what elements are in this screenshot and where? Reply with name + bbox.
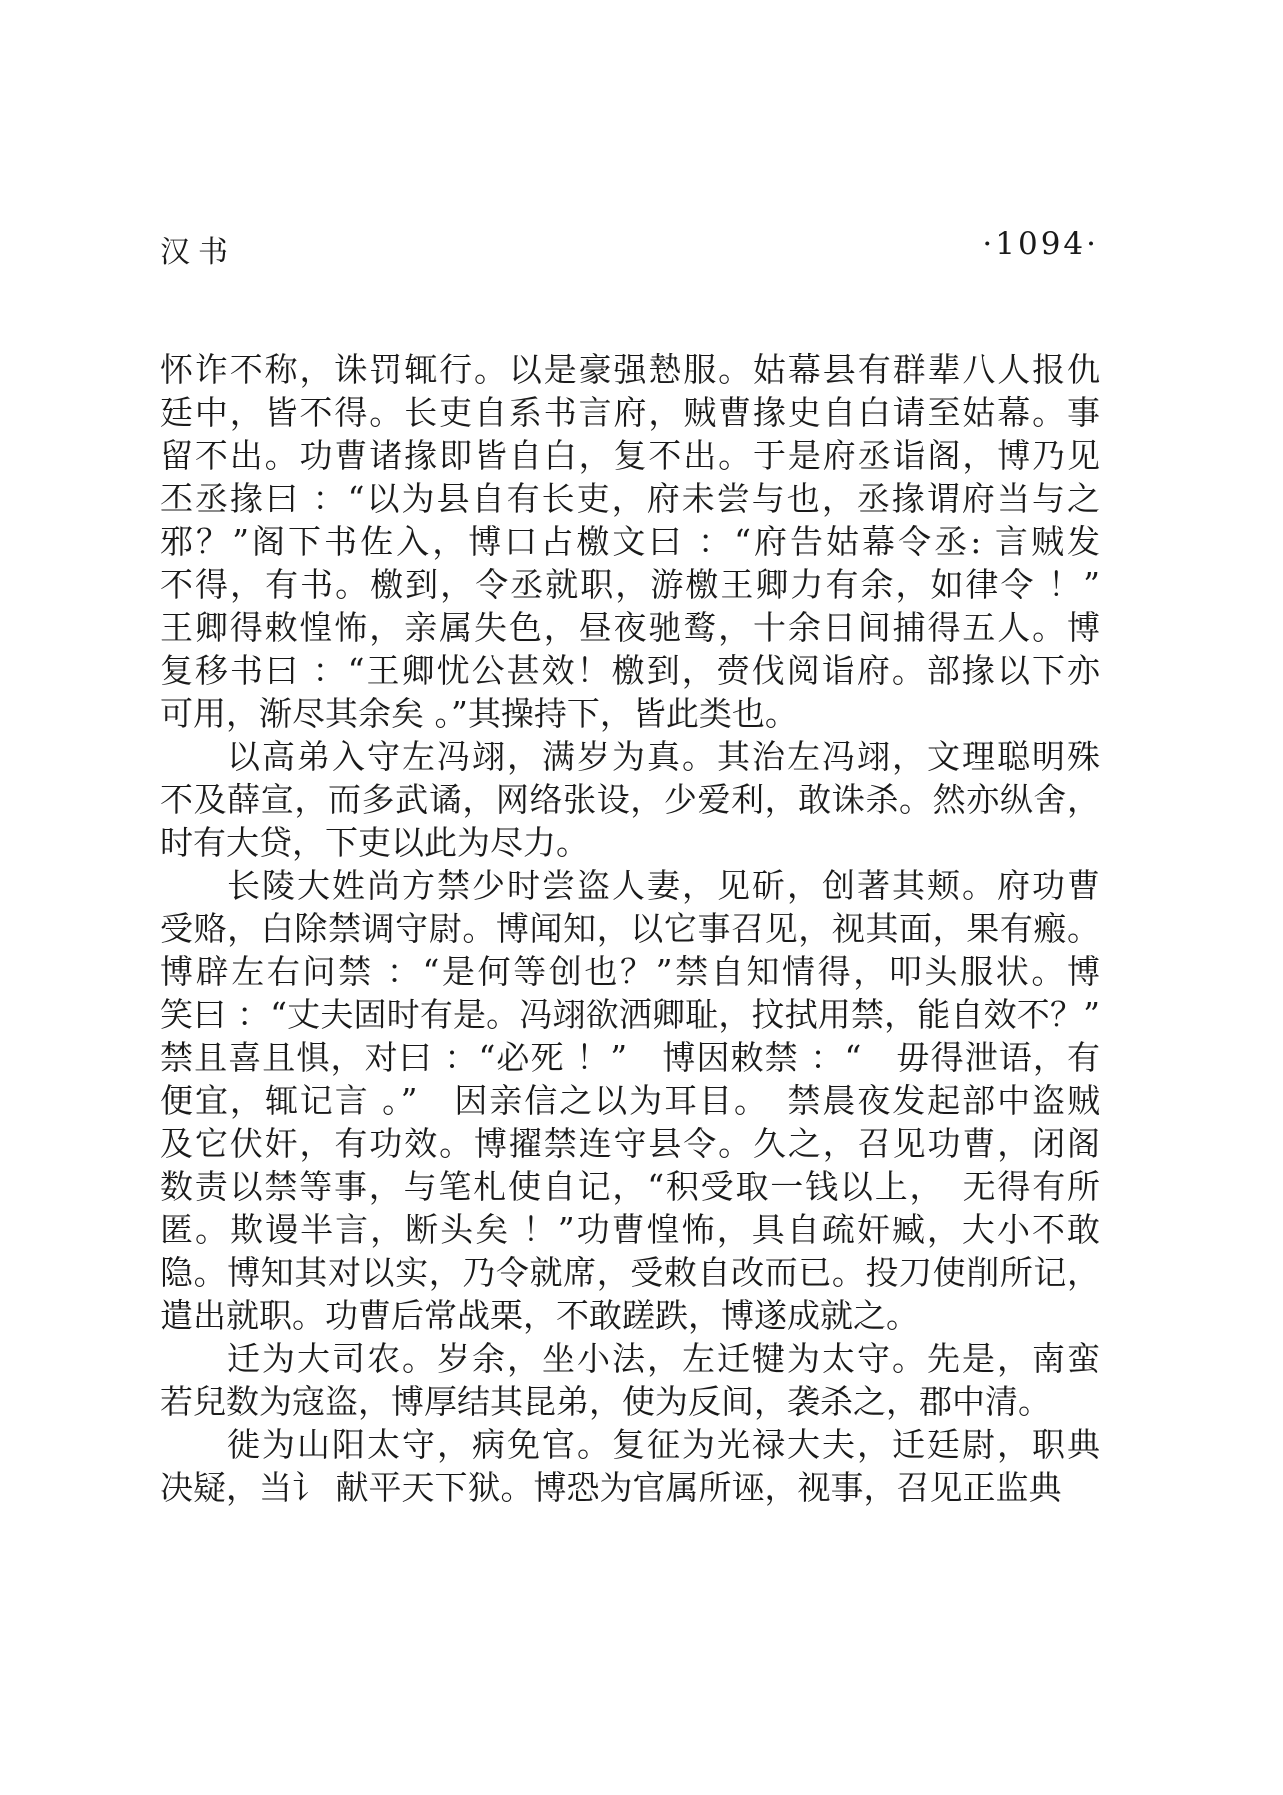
- text-line: 以高弟入守左冯翊，满岁为真。其治左冯翊，文理聪明殊: [227, 737, 1100, 776]
- text-line: 数责以禁等事，与笔札使自记，“积受取一钱以上， 无得有所: [160, 1167, 1100, 1206]
- text-line: 遣出就职。功曹后常战栗，不敢蹉跌，博遂成就之。: [160, 1296, 919, 1335]
- text-line: 可用，渐尽其余矣 。”其操持下，皆此类也。: [160, 694, 798, 733]
- text-line: 笑曰 ：“丈夫固时有是。冯翊欲洒卿耻，抆拭用禁，能自效不？”: [160, 995, 1100, 1034]
- text-line: 决疑，当讠 献平天下狱。博恐为官属所诬，视事，召见正监典: [160, 1468, 1062, 1507]
- text-line: 邪？”阁下书佐入，博口占檄文曰 ：“府告姑幕令丞: 言贼发: [160, 522, 1100, 561]
- text-line: 便宜，辄记言 。” 因亲信之以为耳目。 禁晨夜发起部中盗贼: [160, 1081, 1100, 1120]
- text-line: 禁且喜且惧，对曰 ：“必死 ！” 博因敕禁 ：“ 毋得泄语，有: [160, 1038, 1100, 1077]
- text-line: 若兒数为寇盗，博厚结其昆弟，使为反间，袭杀之，郡中清。: [160, 1382, 1051, 1421]
- text-line: 博辟左右问禁 ：“是何等创也？”禁自知情得，叩头服状。博: [160, 952, 1100, 991]
- text-line: 怀诈不称，诛罚辄行。以是豪强慹服。姑幕县有群辈八人报仇: [160, 350, 1100, 389]
- text-line: 不得，有书。檄到，令丞就职，游檄王卿力有余，如律令 ！”: [160, 565, 1100, 604]
- text-line: 不及薛宣，而多武谲，网络张设，少爱利，敢诛杀。然亦纵舍，: [160, 780, 1100, 819]
- book-title: 汉书: [160, 235, 236, 270]
- text-line: 隐。博知其对以实，乃令就席，受敕自改而已。投刀使削所记，: [160, 1253, 1100, 1292]
- text-line: 长陵大姓尚方禁少时尝盗人妻，见斫，创著其颊。府功曹: [227, 866, 1100, 905]
- text-line: 及它伏奸，有功效。博擢禁连守县令。久之，召见功曹，闭阁: [160, 1124, 1100, 1163]
- text-line: 徙为山阳太守，病免官。复征为光禄大夫，迁廷尉，职典: [227, 1425, 1100, 1464]
- text-line: 王卿得敕惶怖，亲属失色，昼夜驰鹜，十余日间捕得五人。博: [160, 608, 1100, 647]
- text-line: 留不出。功曹诸掾即皆自白，复不出。于是府丞诣阁，博乃见: [160, 436, 1100, 475]
- text-line: 复移书曰 ：“王卿忧公甚效！檄到，赍伐阅诣府。部掾以下亦: [160, 651, 1100, 690]
- text-line: 受赂，白除禁调守尉。博闻知，以它事召见，视其面，果有瘢。: [160, 909, 1100, 948]
- text-line: 廷中，皆不得。长吏自系书言府，贼曹掾史自白请至姑幕。事: [160, 393, 1100, 432]
- text-block: [160, 348, 1100, 1509]
- page-number: ·1094·: [982, 226, 1099, 262]
- text-line: 时有大贷，下吏以此为尽力。: [160, 823, 589, 862]
- text-line: 匿。欺谩半言，断头矣 ！”功曹惶怖，具自疏奸臧，大小不敢: [160, 1210, 1100, 1249]
- text-line: 迁为大司农。岁余，坐小法，左迁犍为太守。先是，南蛮: [227, 1339, 1100, 1378]
- text-line: 丕丞掾曰 ：“以为县自有长吏，府未尝与也，丞掾谓府当与之: [160, 479, 1100, 518]
